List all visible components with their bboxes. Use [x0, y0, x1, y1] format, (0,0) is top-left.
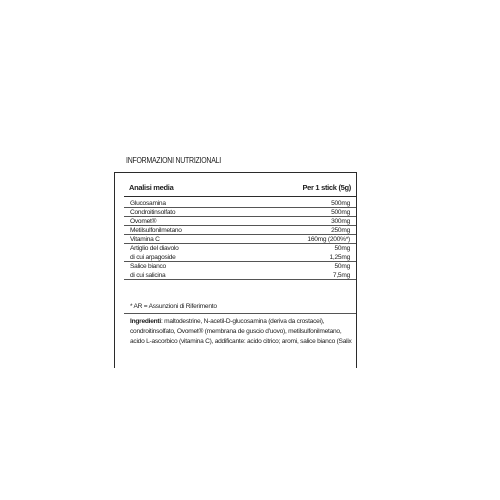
row-name: Artiglio del diavolo — [130, 245, 179, 252]
row-value: 50mg — [334, 245, 350, 252]
ingredients-line-2: condroitinsolfato, Ovomet® (membrana de guscio d'uovo), metilsulfonilmetano, — [130, 328, 342, 335]
table-row — [115, 208, 356, 217]
ingredients-line-3: acido L-ascorbico (vitamina C), addificante: acido citrico; aromi, salice bianco (Salix — [130, 338, 352, 345]
row-name: Vitamina C — [130, 236, 160, 243]
nutrition-table — [114, 172, 357, 368]
table-row — [115, 226, 356, 235]
row-value: 300mg — [331, 218, 350, 225]
row-value: 7,5mg — [332, 272, 350, 279]
table-body — [115, 199, 356, 280]
row-value: 500mg — [331, 209, 350, 216]
row-name: di cui salicina — [130, 272, 166, 279]
row-name: Metilsulfonilmetano — [130, 227, 182, 234]
header-analisi-media: Analisi media — [129, 183, 174, 192]
table-row — [115, 199, 356, 208]
row-value: 500mg — [331, 200, 350, 207]
row-name: Condroitinsolfato — [130, 209, 176, 216]
table-row — [115, 253, 356, 262]
section-title: INFORMAZIONI NUTRIZIONALI — [126, 155, 221, 165]
row-name: Glucosamina — [130, 200, 166, 207]
ingredients-label: Ingredienti — [130, 318, 161, 325]
table-row — [115, 262, 356, 271]
row-value: 250mg — [331, 227, 350, 234]
row-name: di cui arpagoside — [130, 254, 176, 261]
row-name: Ovomet® — [130, 218, 157, 225]
row-value: 50mg — [334, 263, 350, 270]
table-header — [115, 173, 356, 197]
ingredients-line-1 — [130, 317, 356, 327]
row-value: 1,25mg — [329, 254, 350, 261]
table-row — [115, 235, 356, 244]
row-value: 160mg (200%*) — [307, 236, 350, 243]
ingredients-text — [130, 317, 356, 347]
row-name: Salice bianco — [130, 263, 166, 270]
ingredients-line-1-text: : maltodestrine, N-acetil-D-glucosamina (deriva da crostacei), — [160, 318, 325, 325]
footnote: * AR = Assunzioni di Riferimento — [130, 303, 217, 310]
table-row — [115, 244, 356, 253]
footnote-divider — [124, 313, 356, 314]
table-row — [115, 271, 356, 280]
table-row — [115, 217, 356, 226]
header-divider — [124, 196, 356, 197]
header-per-stick: Per 1 stick (5g) — [302, 183, 351, 192]
